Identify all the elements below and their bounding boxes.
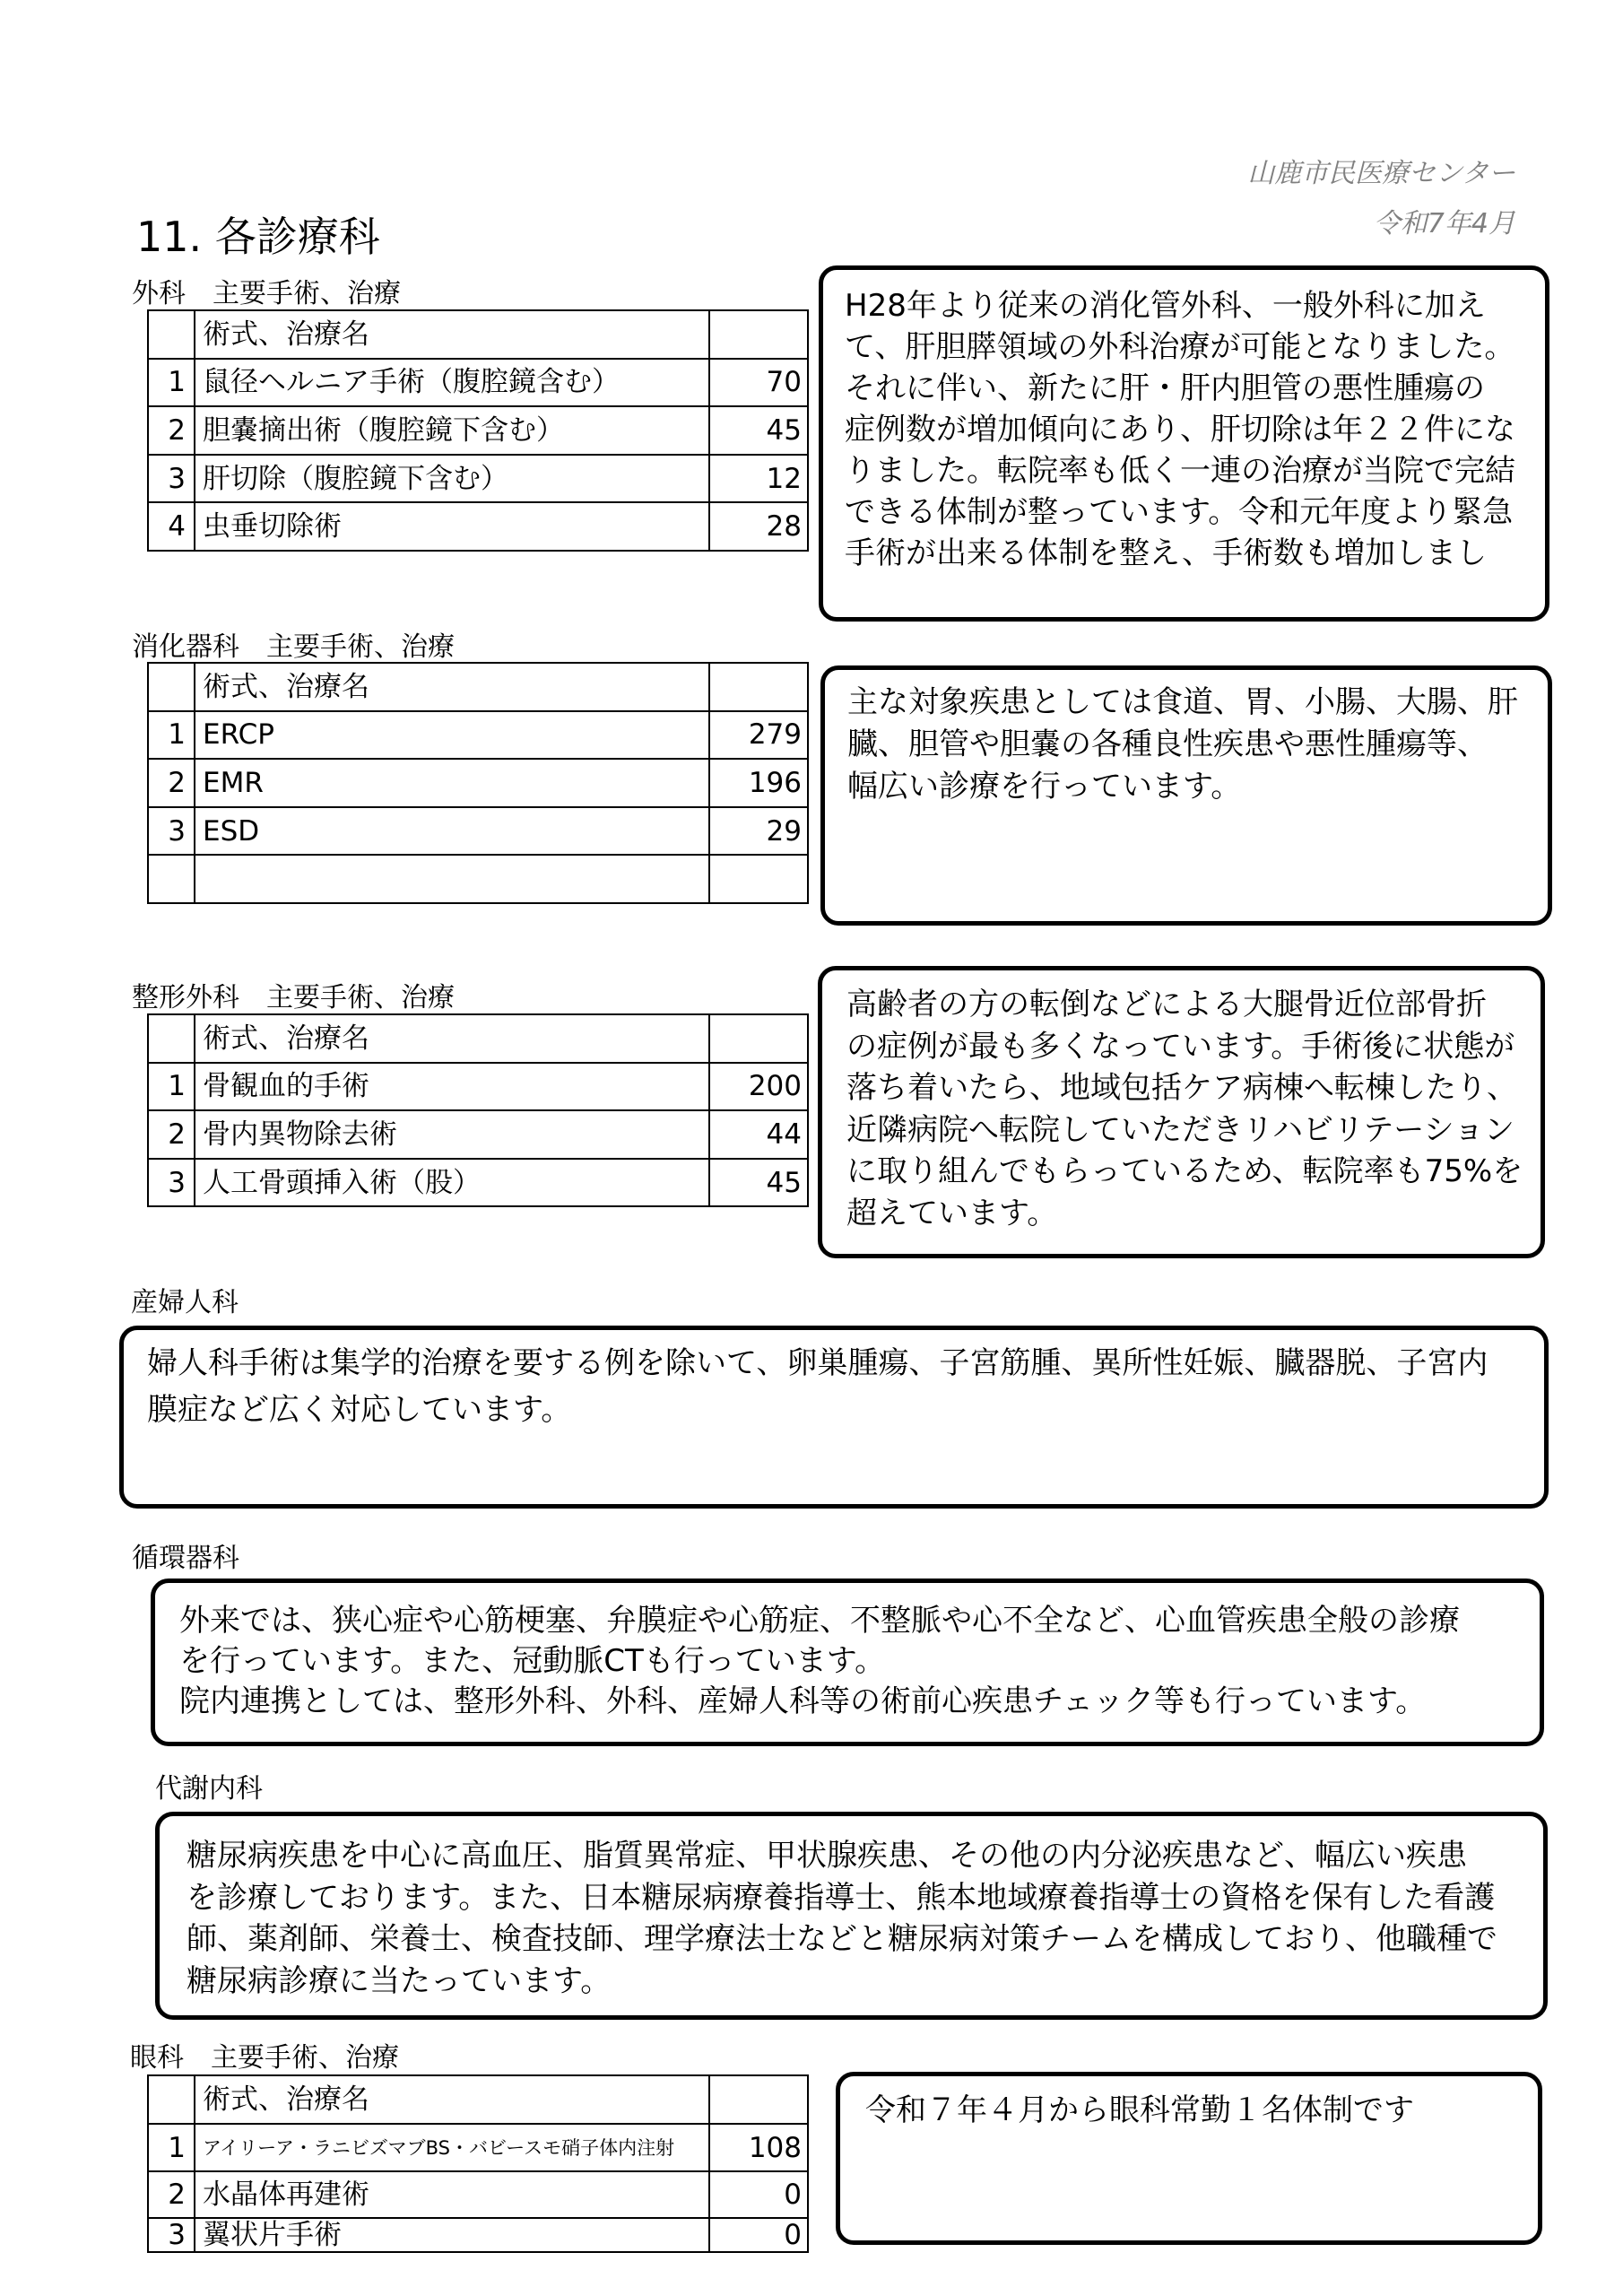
note-line: 院内連携としては、整形外科、外科、産婦人科等の術前心疾患チェック等も行っています。	[179, 1683, 1427, 1719]
section-label-cardiology: 循環器科	[132, 1543, 239, 1574]
gastroenterology-note-box	[820, 665, 1552, 926]
note-line: 令和７年４月から眼科常勤１名体制です	[865, 2092, 1414, 2128]
empty-cell	[148, 855, 195, 903]
note-line: できる体制が整っています。令和元年度より緊急	[845, 494, 1514, 530]
metabolism-note-box	[155, 1812, 1548, 2020]
note-line: 師、薬剤師、栄養士、検査技師、理学療法士などと糖尿病対策チームを構成しており、他職種で	[187, 1921, 1497, 1958]
row-number: 4	[148, 502, 195, 551]
table-row	[148, 807, 808, 856]
section-label-surgery: 外科 主要手術、治療	[132, 278, 401, 309]
header-name-cell: 術式、治療名	[195, 1014, 709, 1063]
table-row	[148, 359, 808, 407]
orthopedics-procedures-table	[147, 1013, 809, 1207]
row-number: 2	[148, 759, 195, 807]
table-row	[148, 2218, 808, 2252]
header-no-cell	[148, 2075, 195, 2124]
row-number: 2	[148, 2171, 195, 2218]
cardiology-note-box	[151, 1578, 1544, 1746]
note-line: 糖尿病疾患を中心に高血圧、脂質異常症、甲状腺疾患、その他の内分泌疾患など、幅広い疾患	[187, 1838, 1467, 1874]
row-number: 1	[148, 2124, 195, 2171]
procedure-name: アイリーア・ラニビズマブBS・バビースモ硝子体内注射	[195, 2124, 709, 2171]
table-row	[148, 406, 808, 455]
section-label-ophthalmology: 眼科 主要手術、治療	[130, 2042, 399, 2074]
procedure-name: 骨内異物除去術	[195, 1110, 709, 1159]
procedure-name: EMR	[195, 759, 709, 807]
procedure-name: 胆嚢摘出術（腹腔鏡下含む）	[195, 406, 709, 455]
procedure-count: 279	[709, 711, 808, 760]
gastroenterology-procedures-table	[147, 662, 809, 904]
header-name-cell: 術式、治療名	[195, 663, 709, 711]
note-line: H28年より従来の消化管外科、一般外科に加え	[845, 288, 1486, 324]
table-header-row	[148, 663, 808, 711]
page-title: 11. 各診療科	[136, 213, 380, 261]
procedure-count: 196	[709, 759, 808, 807]
procedure-count: 0	[709, 2218, 808, 2252]
note-line: 糖尿病診療に当たっています。	[187, 1963, 612, 2000]
header-no-cell	[148, 310, 195, 359]
procedure-count: 28	[709, 502, 808, 551]
header-count-cell	[709, 2075, 808, 2124]
header-no-cell	[148, 663, 195, 711]
note-line: 幅広い診療を行っています。	[847, 769, 1242, 804]
procedure-count: 44	[709, 1110, 808, 1159]
table-header-row	[148, 2075, 808, 2124]
table-row	[148, 1159, 808, 1207]
surgery-note-box	[819, 265, 1549, 622]
note-line: 症例数が増加傾向にあり、肝切除は年２２件にな	[845, 412, 1515, 448]
procedure-name: 骨観血的手術	[195, 1063, 709, 1111]
row-number: 1	[148, 359, 195, 407]
table-row-empty	[148, 855, 808, 903]
procedure-name: ERCP	[195, 711, 709, 760]
table-row	[148, 2171, 808, 2218]
row-number: 1	[148, 711, 195, 760]
row-number: 2	[148, 406, 195, 455]
note-line: 膜症など広く対応しています。	[147, 1392, 572, 1428]
note-line: の症例が最も多くなっています。手術後に状態が	[846, 1028, 1515, 1065]
table-row	[148, 759, 808, 807]
row-number: 2	[148, 1110, 195, 1159]
procedure-name: 肝切除（腹腔鏡下含む）	[195, 455, 709, 503]
procedure-name: 水晶体再建術	[195, 2171, 709, 2218]
note-line: りました。転院率も低く一連の治療が当院で完結	[845, 453, 1515, 489]
report-date: 令和7年4月	[1373, 208, 1515, 239]
note-line: 近隣病院へ転院していただきリハビリテーション	[846, 1111, 1515, 1148]
row-number: 3	[148, 2218, 195, 2252]
procedure-count: 29	[709, 807, 808, 856]
note-line: それに伴い、新たに肝・肝内胆管の悪性腫瘍の	[845, 370, 1485, 406]
row-number: 3	[148, 807, 195, 856]
table-header-row	[148, 1014, 808, 1063]
procedure-name: 人工骨頭挿入術（股）	[195, 1159, 709, 1207]
row-number: 3	[148, 455, 195, 503]
procedure-name: 虫垂切除術	[195, 502, 709, 551]
header-no-cell	[148, 1014, 195, 1063]
empty-cell	[709, 855, 808, 903]
header-name-cell: 術式、治療名	[195, 2075, 709, 2124]
procedure-count: 0	[709, 2171, 808, 2218]
section-label-metabolism: 代謝内科	[155, 1773, 263, 1805]
procedure-count: 45	[709, 406, 808, 455]
procedure-count: 12	[709, 455, 808, 503]
header-count-cell	[709, 310, 808, 359]
ophthalmology-note-box	[836, 2072, 1542, 2245]
surgery-procedures-table	[147, 309, 809, 552]
procedure-count: 45	[709, 1159, 808, 1207]
note-line: 臓、胆管や胆嚢の各種良性疾患や悪性腫瘍等、	[847, 726, 1488, 762]
note-line: を行っています。また、冠動脈CTも行っています。	[179, 1643, 886, 1679]
note-line: 手術が出来る体制を整え、手術数も増加しまし	[845, 535, 1488, 571]
procedure-count: 200	[709, 1063, 808, 1111]
note-line: 高齢者の方の転倒などによる大腿骨近位部骨折	[846, 987, 1487, 1022]
table-row	[148, 2124, 808, 2171]
row-number: 1	[148, 1063, 195, 1111]
procedure-name: ESD	[195, 807, 709, 856]
note-line: 主な対象疾患としては食道、胃、小腸、大腸、肝	[847, 684, 1518, 720]
note-line: 外来では、狭心症や心筋梗塞、弁膜症や心筋症、不整脈や心不全など、心血管疾患全般の診療	[179, 1603, 1460, 1639]
procedure-name: 鼠径ヘルニア手術（腹腔鏡含む）	[195, 359, 709, 407]
section-label-gastroenterology: 消化器科 主要手術、治療	[132, 631, 455, 663]
section-label-orthopedics: 整形外科 主要手術、治療	[132, 982, 455, 1013]
table-row	[148, 1110, 808, 1159]
table-row	[148, 502, 808, 551]
row-number: 3	[148, 1159, 195, 1207]
procedure-name: 翼状片手術	[195, 2218, 709, 2252]
header-name-cell: 術式、治療名	[195, 310, 709, 359]
section-label-gynecology: 産婦人科	[131, 1287, 239, 1318]
organization-name: 山鹿市民医療センター	[1247, 158, 1515, 189]
procedure-count: 108	[709, 2124, 808, 2171]
procedure-count: 70	[709, 359, 808, 407]
header-count-cell	[709, 663, 808, 711]
ophthalmology-procedures-table	[147, 2074, 809, 2253]
orthopedics-note-box	[818, 966, 1545, 1258]
note-line: て、肝胆膵領域の外科治療が可能となりました。	[845, 329, 1515, 365]
note-line: 落ち着いたら、地域包括ケア病棟へ転棟したり、	[846, 1070, 1517, 1107]
table-row	[148, 711, 808, 760]
note-line: を診療しております。また、日本糖尿病療養指導士、熊本地域療養指導士の資格を保有した看護	[187, 1879, 1496, 1916]
note-line: 婦人科手術は集学的治療を要する例を除いて、卵巣腫瘍、子宮筋腫、異所性妊娠、臓器脱、子宮内	[147, 1345, 1488, 1381]
note-line: に取り組んでもらっているため、転院率も75%を	[846, 1153, 1523, 1190]
table-row	[148, 455, 808, 503]
empty-cell	[195, 855, 709, 903]
table-row	[148, 1063, 808, 1111]
header-count-cell	[709, 1014, 808, 1063]
gynecology-note-box	[119, 1326, 1549, 1509]
table-header-row	[148, 310, 808, 359]
note-line: 超えています。	[846, 1195, 1058, 1231]
